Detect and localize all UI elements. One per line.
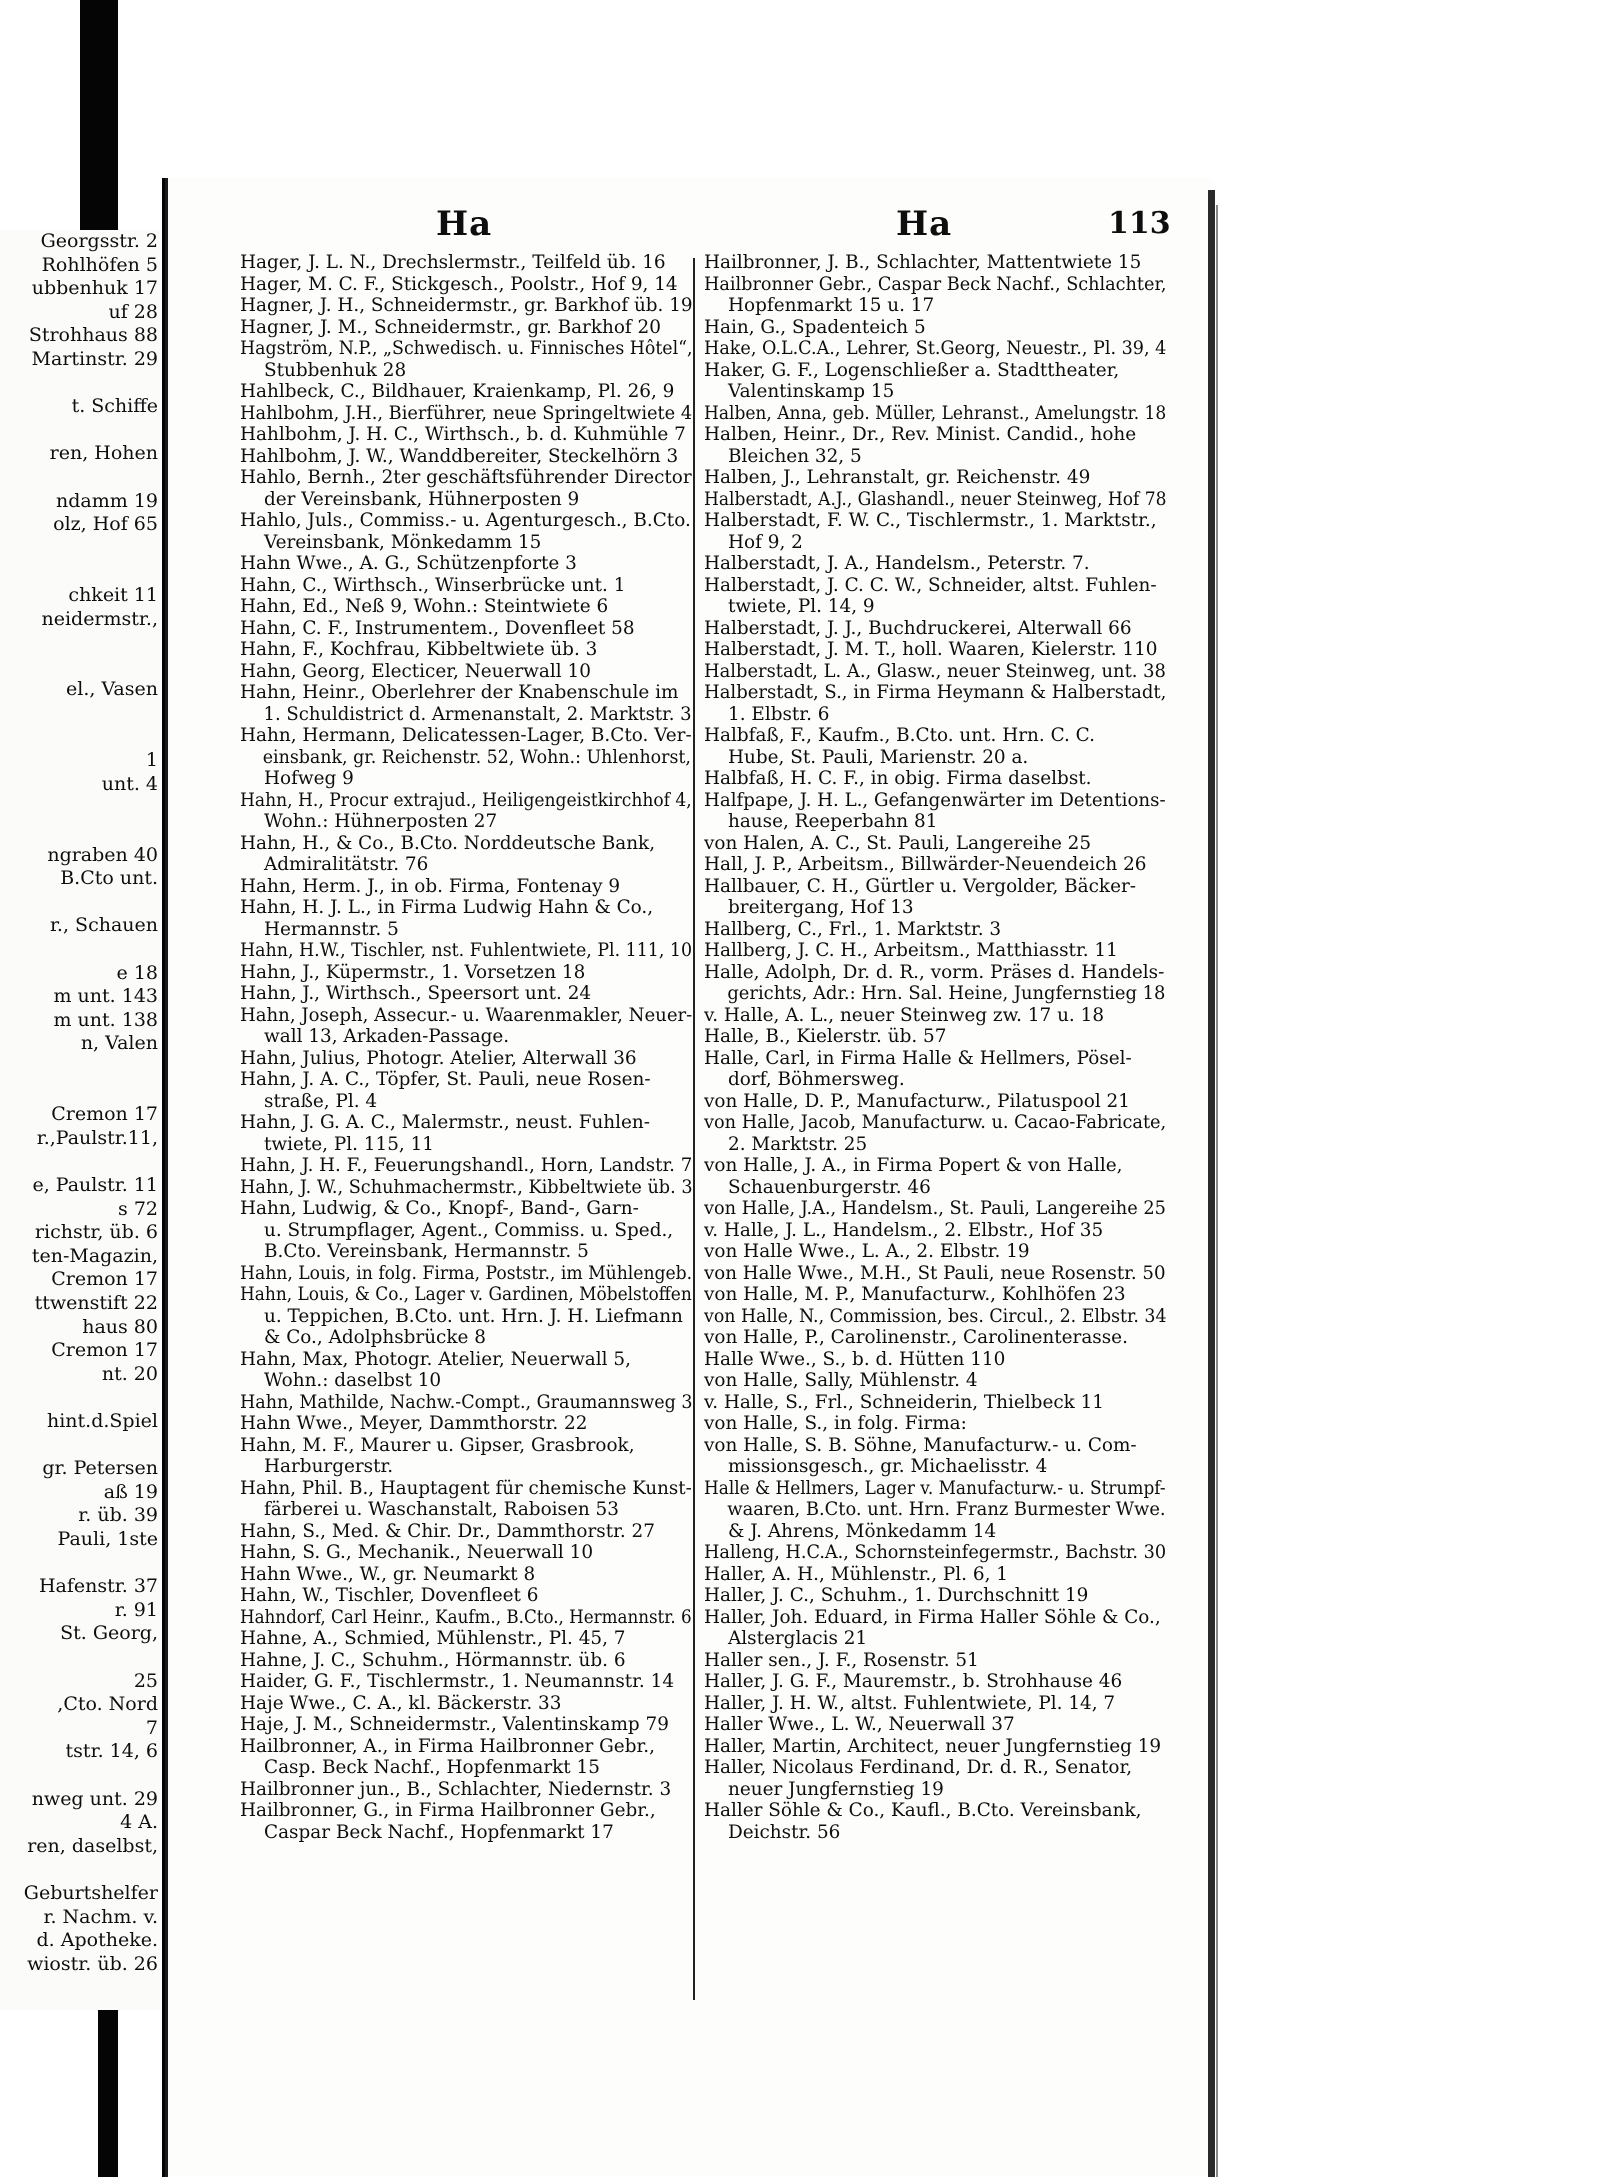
directory-entry: Halle, Adolph, Dr. d. R., vorm. Präses d. Handels- <box>704 961 1165 983</box>
directory-entry: Haller sen., J. F., Rosenstr. 51 <box>704 1649 979 1671</box>
directory-entry: Hahn, J. H. F., Feuerungshandl., Horn, Landstr. 7 <box>240 1155 693 1176</box>
directory-entry: v. Halle, S., Frl., Schneiderin, Thielbeck 11 <box>704 1391 1105 1413</box>
directory-entry: Hahne, J. C., Schuhm., Hörmannstr. üb. 6 <box>240 1649 626 1671</box>
directory-entry: Hain, G., Spadenteich 5 <box>704 316 926 338</box>
directory-entry: Halberstadt, F. W. C., Tischlermstr., 1. Marktstr., <box>704 510 1157 531</box>
adjacent-page-fragment: 7 <box>145 1716 158 1739</box>
directory-entry-continuation: Bleichen 32, 5 <box>728 445 862 467</box>
directory-entry-continuation: u. Teppichen, B.Cto. unt. Hrn. J. H. Liefmann <box>264 1305 683 1327</box>
column-divider <box>693 258 695 2000</box>
directory-entry: Hahn, Max, Photogr. Atelier, Neuerwall 5, <box>240 1348 631 1370</box>
adjacent-page-fragment: 4 A. <box>120 1811 158 1834</box>
directory-entry-continuation: Schauenburgerstr. 46 <box>728 1176 931 1198</box>
adjacent-page-fragment: Pauli, 1ste <box>57 1528 158 1550</box>
directory-entry-continuation: Hof 9, 2 <box>728 531 803 553</box>
adjacent-page-fragment: ,Cto. Nord <box>57 1693 158 1716</box>
directory-entry: Hahn Wwe., W., gr. Neumarkt 8 <box>240 1563 536 1585</box>
adjacent-page-fragment: Cremon 17 <box>51 1103 158 1126</box>
directory-entry: Hahn, Heinr., Oberlehrer der Knabenschule im <box>240 682 679 703</box>
directory-entry: Hahlbohm, J. H. C., Wirthsch., b. d. Kuhmühle 7 <box>240 424 686 445</box>
directory-entry: Hahlbohm, J. W., Wanddbereiter, Steckelhörn 3 <box>240 445 679 467</box>
directory-entry-continuation: twiete, Pl. 115, 11 <box>264 1133 435 1155</box>
directory-entry: Haller, Joh. Eduard, in Firma Haller Söhle & Co., <box>704 1606 1161 1628</box>
adjacent-page-fragment: tstr. 14, 6 <box>65 1740 158 1763</box>
directory-entry: von Halle, M. P., Manufacturw., Kohlhöfen 23 <box>704 1284 1126 1305</box>
directory-entry-continuation: einsbank, gr. Reichenstr. 52, Wohn.: Uhlenhorst, <box>262 746 691 768</box>
directory-entry: von Halle, S., in folg. Firma: <box>704 1413 967 1434</box>
adjacent-page-fragment: ren, Hohen <box>49 442 158 465</box>
adjacent-page-fragment: r., Schauen <box>49 914 158 937</box>
directory-entry: Halben, J., Lehranstalt, gr. Reichenstr. 49 <box>704 467 1091 488</box>
page-edge-shadow <box>1216 205 1218 2177</box>
right-column <box>704 252 1166 1843</box>
adjacent-page-fragment: gr. Petersen <box>42 1457 158 1480</box>
adjacent-page-fragment: Georgsstr. 2 <box>40 230 158 252</box>
directory-entry-continuation: Wohn.: Hühnerposten 27 <box>264 811 498 832</box>
directory-entry-continuation: twiete, Pl. 14, 9 <box>728 596 875 617</box>
adjacent-page-fragment: St. Georg, <box>60 1622 158 1645</box>
directory-entry: Hake, O.L.C.A., Lehrer, St.Georg, Neuestr., Pl. 39, 4 <box>704 338 1167 359</box>
directory-entry: Hahn, J. A. C., Töpfer, St. Pauli, neue Rosen- <box>240 1069 651 1090</box>
directory-entry: Halfpape, J. H. L., Gefangenwärter im Detentions- <box>704 789 1166 811</box>
adjacent-page-fragment: Martinstr. 29 <box>31 348 158 370</box>
directory-entry: Haller, J. H. W., altst. Fuhlentwiete, Pl. 14, 7 <box>704 1692 1116 1714</box>
directory-entry: Haller, Nicolaus Ferdinand, Dr. d. R., Senator, <box>704 1757 1133 1778</box>
directory-entry: Haker, G. F., Logenschließer a. Stadttheater, <box>704 359 1120 381</box>
directory-entry: Hahne, A., Schmied, Mühlenstr., Pl. 45, 7 <box>240 1628 626 1649</box>
adjacent-page-fragment: d. Apotheke. <box>36 1929 158 1952</box>
header-right: Ha <box>896 204 953 244</box>
adjacent-page-fragment: ubbenhuk 17 <box>31 277 158 300</box>
directory-entry: Hagner, J. H., Schneidermstr., gr. Barkhof üb. 19 <box>240 295 693 316</box>
directory-entry: Hallbauer, C. H., Gürtler u. Vergolder, Bäcker- <box>704 875 1136 897</box>
directory-entry-continuation: Harburgerstr. <box>264 1456 394 1477</box>
directory-entry: von Halen, A. C., St. Pauli, Langereihe 25 <box>704 832 1092 854</box>
adjacent-page-fragment: olz, Hof 65 <box>53 513 158 536</box>
adjacent-page-fragment: richstr, üb. 6 <box>34 1221 158 1244</box>
adjacent-page-fragment: e 18 <box>116 961 158 984</box>
directory-entry-continuation: B.Cto. Vereinsbank, Hermannstr. 5 <box>264 1241 589 1262</box>
directory-entry: von Halle, Jacob, Manufacturw. u. Cacao-Fabricate, <box>704 1112 1167 1133</box>
left-column <box>240 252 692 1843</box>
directory-entry-continuation: missionsgesch., gr. Michaelisstr. 4 <box>728 1456 1048 1477</box>
directory-entry: Hahn, Ed., Neß 9, Wohn.: Steintwiete 6 <box>240 596 609 617</box>
directory-entry: Hahn, Georg, Electicer, Neuerwall 10 <box>240 660 591 682</box>
directory-entry-continuation: Hube, St. Pauli, Marienstr. 20 a. <box>728 746 1029 768</box>
adjacent-page-strip <box>0 230 160 2010</box>
directory-entry: Hahn, Herm. J., in ob. Firma, Fontenay 9 <box>240 875 621 897</box>
directory-entry: Haje, J. M., Schneidermstr., Valentinskamp 79 <box>240 1714 669 1735</box>
directory-entry: von Halle, J.A., Handelsm., St. Pauli, Langereihe 25 <box>704 1198 1166 1219</box>
directory-entry-continuation: Casp. Beck Nachf., Hopfenmarkt 15 <box>264 1757 600 1778</box>
directory-entry-continuation: dorf, Böhmersweg. <box>728 1069 905 1090</box>
directory-entry: Halberstadt, J. C. C. W., Schneider, altst. Fuhlen- <box>704 574 1157 596</box>
adjacent-page-fragment: aß 19 <box>103 1480 158 1503</box>
directory-entry-continuation: 1. Elbstr. 6 <box>728 703 830 725</box>
directory-entry: Hahlo, Juls., Commiss.- u. Agenturgesch., B.Cto. <box>240 510 691 531</box>
directory-entry: Halle, Carl, in Firma Halle & Hellmers, Pösel- <box>704 1047 1132 1069</box>
adjacent-page-fragment: e, Paulstr. 11 <box>32 1174 158 1196</box>
adjacent-page-fragment: Hafenstr. 37 <box>38 1575 158 1598</box>
directory-entry: Hahn Wwe., Meyer, Dammthorstr. 22 <box>240 1413 588 1434</box>
directory-entry: Halberstadt, S., in Firma Heymann & Halberstadt, <box>704 682 1167 703</box>
directory-entry-continuation: färberei u. Waschanstalt, Raboisen 53 <box>264 1499 619 1520</box>
directory-entry: Hahn, H., Procur extrajud., Heiligengeistkirchhof 4, <box>240 789 692 811</box>
directory-entry: von Halle, D. P., Manufacturw., Pilatuspool 21 <box>704 1090 1130 1112</box>
directory-entry: v. Halle, J. L., Handelsm., 2. Elbstr., Hof 35 <box>704 1219 1104 1241</box>
directory-entry: Hahn, S., Med. & Chir. Dr., Dammthorstr. 27 <box>240 1520 655 1542</box>
directory-entry: Hahn, J., Küpermstr., 1. Vorsetzen 18 <box>240 961 586 983</box>
directory-entry: Hahn, S. G., Mechanik., Neuerwall 10 <box>240 1542 594 1563</box>
adjacent-page-fragment: unt. 4 <box>101 772 158 795</box>
directory-entry: Halle Wwe., S., b. d. Hütten 110 <box>704 1348 1006 1370</box>
directory-entry: Hahn, J. G. A. C., Malermstr., neust. Fuhlen- <box>240 1112 650 1133</box>
directory-entry: Haller Söhle & Co., Kaufl., B.Cto. Vereinsbank, <box>704 1800 1142 1821</box>
directory-entry: Hahn, Louis, in folg. Firma, Poststr., im Mühlengeb. <box>240 1262 693 1284</box>
directory-entry-continuation: & J. Ahrens, Mönkedamm 14 <box>728 1520 997 1542</box>
directory-entry: von Halle Wwe., M.H., St Pauli, neue Rosenstr. 50 <box>704 1262 1166 1284</box>
directory-entry: von Halle, Sally, Mühlenstr. 4 <box>704 1370 978 1391</box>
adjacent-page-fragment: 1 <box>145 749 158 772</box>
directory-entry: Halleng, H.C.A., Schornsteinfegermstr., Bachstr. 30 <box>704 1542 1167 1563</box>
directory-entry: Hahn Wwe., A. G., Schützenpforte 3 <box>240 553 577 574</box>
adjacent-page-fragment: el., Vasen <box>66 678 158 701</box>
directory-entry: Hahn, Louis, & Co., Lager v. Gardinen, Möbelstoffen <box>240 1284 692 1305</box>
adjacent-page-fragment: m unt. 143 <box>53 985 158 1008</box>
directory-entry: Hager, J. L. N., Drechslermstr., Teilfeld üb. 16 <box>240 252 666 273</box>
directory-entry-continuation: Wohn.: daselbst 10 <box>264 1370 442 1391</box>
directory-entry-continuation: breitergang, Hof 13 <box>728 897 914 918</box>
film-bar-left-lower <box>98 1990 118 2177</box>
directory-entry: Hahn, Hermann, Delicatessen-Lager, B.Cto. Ver- <box>240 725 692 746</box>
adjacent-page-fragment: nweg unt. 29 <box>31 1787 158 1810</box>
directory-entry: Hahn, H. J. L., in Firma Ludwig Hahn & Co., <box>240 897 654 918</box>
directory-entry: Hahn, Julius, Photogr. Atelier, Alterwall 36 <box>240 1047 637 1069</box>
directory-entry: Haller, A. H., Mühlenstr., Pl. 6, 1 <box>704 1563 1008 1585</box>
directory-entry: Hailbronner Gebr., Caspar Beck Nachf., Schlachter, <box>704 273 1167 295</box>
directory-entry: Hagner, J. M., Schneidermstr., gr. Barkhof 20 <box>240 316 661 338</box>
directory-entry: Haller, Martin, Architect, neuer Jungfernstieg 19 <box>704 1735 1162 1757</box>
directory-entry: Halbfaß, H. C. F., in obig. Firma daselbst. <box>704 768 1092 789</box>
directory-entry: Hahn, C., Wirthsch., Winserbrücke unt. 1 <box>240 574 626 596</box>
directory-entry: Hallberg, J. C. H., Arbeitsm., Matthiasstr. 11 <box>704 940 1118 961</box>
directory-entry: Halberstadt, A.J., Glashandl., neuer Steinweg, Hof 78 <box>704 488 1167 510</box>
directory-entry: Hahlo, Bernh., 2ter geschäftsführender Director <box>240 467 692 488</box>
adjacent-page-fragment: 25 <box>133 1669 158 1692</box>
directory-entry-continuation: waaren, B.Cto. unt. Hrn. Franz Burmester Wwe. <box>727 1499 1166 1520</box>
directory-entry: Hagström, N.P., „Schwedisch. u. Finnisches Hôtel“, <box>240 338 693 359</box>
directory-entry: Hahn, Joseph, Assecur.- u. Waarenmakler, Neuer- <box>240 1004 693 1026</box>
directory-entry-continuation: Hermannstr. 5 <box>264 918 399 940</box>
directory-entry: Hahndorf, Carl Heinr., Kaufm., B.Cto., Hermannstr. 6 <box>240 1606 692 1628</box>
adjacent-page-fragment: ttwenstift 22 <box>34 1292 158 1314</box>
directory-entry: Hahn, C. F., Instrumentem., Dovenfleet 58 <box>240 617 635 639</box>
directory-entry-continuation: Admiralitätstr. 76 <box>264 854 429 875</box>
adjacent-page-fragment: t. Schiffe <box>71 395 158 418</box>
directory-entry-continuation: 2. Marktstr. 25 <box>728 1133 868 1155</box>
directory-entry-continuation: der Vereinsbank, Hühnerposten 9 <box>264 488 580 510</box>
directory-entry: Halle, B., Kielerstr. üb. 57 <box>704 1026 947 1047</box>
directory-entry: Hall, J. P., Arbeitsm., Billwärder-Neuendeich 26 <box>704 854 1147 875</box>
adjacent-page-fragment: Cremon 17 <box>51 1339 158 1362</box>
directory-entry: Haje Wwe., C. A., kl. Bäckerstr. 33 <box>240 1692 562 1714</box>
directory-entry: Hahn, Mathilde, Nachw.-Compt., Graumannsweg 3 <box>240 1391 693 1413</box>
directory-entry: Halben, Anna, geb. Müller, Lehranst., Amelungstr. 18 <box>704 402 1167 424</box>
directory-entry: von Halle Wwe., L. A., 2. Elbstr. 19 <box>704 1241 1030 1262</box>
directory-entry: Halle & Hellmers, Lager v. Manufacturw.- u. Strumpf- <box>704 1477 1166 1499</box>
directory-entry: Hahlbohm, J.H., Bierführer, neue Springeltwiete 4 <box>240 402 693 424</box>
directory-entry: Halberstadt, J. J., Buchdruckerei, Alterwall 66 <box>704 617 1132 639</box>
directory-entry: Haller, J. C., Schuhm., 1. Durchschnitt 19 <box>704 1585 1089 1606</box>
directory-entry: Hahlbeck, C., Bildhauer, Kraienkamp, Pl. 26, 9 <box>240 381 675 402</box>
directory-entry-continuation: Hofweg 9 <box>264 768 354 789</box>
adjacent-page-fragment: ngraben 40 <box>47 843 158 866</box>
directory-entry: von Halle, S. B. Söhne, Manufacturw.- u. Com- <box>704 1434 1137 1456</box>
directory-entry-continuation: 1. Schuldistrict d. Armenanstalt, 2. Marktstr. 3 <box>263 703 692 725</box>
directory-entry-continuation: Caspar Beck Nachf., Hopfenmarkt 17 <box>264 1821 614 1843</box>
directory-entry: Hager, M. C. F., Stickgesch., Poolstr., Hof 9, 14 <box>240 273 678 295</box>
directory-entry: Halberstadt, L. A., Glasw., neuer Steinweg, unt. 38 <box>704 660 1166 682</box>
directory-entry-continuation: Deichstr. 56 <box>728 1821 841 1843</box>
directory-entry: von Halle, N., Commission, bes. Circul., 2. Elbstr. 34 <box>704 1305 1167 1327</box>
adjacent-page-fragment: ndamm 19 <box>56 489 158 512</box>
directory-entry-continuation: gerichts, Adr.: Hrn. Sal. Heine, Jungfernstieg 18 <box>727 983 1166 1004</box>
directory-entry: Hailbronner jun., B., Schlachter, Niedernstr. 3 <box>240 1778 672 1800</box>
directory-entry: Hailbronner, G., in Firma Hailbronner Gebr., <box>240 1800 656 1821</box>
adjacent-page-fragment: m unt. 138 <box>53 1008 158 1031</box>
adjacent-page-fragment: r.,Paulstr.11, <box>36 1126 158 1149</box>
directory-entry: Haller Wwe., L. W., Neuerwall 37 <box>704 1714 1015 1735</box>
adjacent-page-fragment: ren, daselbst, <box>27 1834 158 1857</box>
directory-entry: Hallberg, C., Frl., 1. Marktstr. 3 <box>704 918 1002 940</box>
adjacent-page-fragment: B.Cto unt. <box>60 867 158 890</box>
adjacent-page-fragment: hint.d.Spiel <box>46 1410 158 1432</box>
directory-entry: Hahn, H.W., Tischler, nst. Fuhlentwiete, Pl. 111, 10 <box>240 940 693 961</box>
header-left: Ha <box>436 204 493 244</box>
directory-entry: Haider, G. F., Tischlermstr., 1. Neumannstr. 14 <box>240 1671 675 1692</box>
directory-entry: Halberstadt, J. A., Handelsm., Peterstr. 7. <box>704 553 1090 574</box>
directory-entry-continuation: Hopfenmarkt 15 u. 17 <box>728 295 935 316</box>
directory-entry-continuation: wall 13, Arkaden-Passage. <box>264 1026 510 1047</box>
directory-entry: von Halle, P., Carolinenstr., Carolinenterasse. <box>704 1327 1128 1348</box>
directory-entry: Hahn, F., Kochfrau, Kibbeltwiete üb. 3 <box>240 639 598 660</box>
directory-entry: von Halle, J. A., in Firma Popert & von Halle, <box>704 1155 1123 1176</box>
directory-entry-continuation: Stubbenhuk 28 <box>264 359 407 381</box>
directory-entry: Halberstadt, J. M. T., holl. Waaren, Kielerstr. 110 <box>704 639 1158 660</box>
directory-entry: Hahn, Ludwig, & Co., Knopf-, Band-, Garn- <box>240 1198 639 1219</box>
directory-entry: Hahn, M. F., Maurer u. Gipser, Grasbrook, <box>240 1434 635 1456</box>
adjacent-page-fragment: n, Valen <box>80 1032 158 1055</box>
adjacent-page-fragment: Strohhaus 88 <box>28 324 158 347</box>
film-bar-left <box>80 0 118 232</box>
directory-entry: Hahn, H., & Co., B.Cto. Norddeutsche Bank, <box>240 832 656 854</box>
adjacent-page-fragment: Rohlhöfen 5 <box>41 253 158 276</box>
directory-entry-continuation: neuer Jungfernstieg 19 <box>728 1778 944 1800</box>
directory-entry-continuation: Vereinsbank, Mönkedamm 15 <box>264 531 542 553</box>
adjacent-page-fragment: Cremon 17 <box>51 1268 158 1291</box>
adjacent-page-fragment: wiostr. üb. 26 <box>27 1952 158 1975</box>
adjacent-page-fragment: r. 91 <box>114 1598 158 1621</box>
adjacent-page-fragment: chkeit 11 <box>68 584 158 606</box>
directory-entry: Halbfaß, F., Kaufm., B.Cto. unt. Hrn. C. C. <box>704 725 1095 746</box>
adjacent-page-fragment: uf 28 <box>108 300 158 323</box>
directory-entry: Hahn, J., Wirthsch., Speersort unt. 24 <box>240 983 592 1004</box>
directory-entry-continuation: hause, Reeperbahn 81 <box>728 811 938 832</box>
directory-entry-continuation: straße, Pl. 4 <box>264 1090 378 1112</box>
directory-entry: Hahn, J. W., Schuhmachermstr., Kibbeltwiete üb. 3 <box>240 1176 693 1198</box>
directory-entry: Haller, J. G. F., Mauremstr., b. Strohhause 46 <box>704 1671 1123 1692</box>
directory-entry: v. Halle, A. L., neuer Steinweg zw. 17 u. 18 <box>704 1004 1105 1026</box>
adjacent-page-fragment: r. Nachm. v. <box>43 1905 158 1928</box>
page-edge <box>1208 190 1215 2177</box>
adjacent-page-fragment: neidermstr., <box>41 607 158 630</box>
directory-entry: Hailbronner, A., in Firma Hailbronner Gebr., <box>240 1735 655 1757</box>
directory-entry: Hahn, Phil. B., Hauptagent für chemische Kunst- <box>240 1477 692 1499</box>
directory-entry: Halben, Heinr., Dr., Rev. Minist. Candid., hohe <box>704 424 1137 445</box>
adjacent-page-fragment: ten-Magazin, <box>31 1244 158 1267</box>
directory-entry: Hailbronner, J. B., Schlachter, Mattentwiete 15 <box>704 252 1142 273</box>
adjacent-page-fragment: Geburtshelfer <box>23 1882 158 1904</box>
directory-entry-continuation: u. Strumpflager, Agent., Commiss. u. Sped., <box>264 1219 674 1241</box>
directory-entry: Hahn, W., Tischler, Dovenfleet 6 <box>240 1585 539 1606</box>
adjacent-page-fragment: nt. 20 <box>101 1362 158 1385</box>
directory-entry-continuation: Alsterglacis 21 <box>728 1628 868 1649</box>
page-number: 113 <box>1108 206 1171 241</box>
adjacent-page-fragment: s 72 <box>118 1197 158 1220</box>
directory-entry-continuation: & Co., Adolphsbrücke 8 <box>264 1327 486 1348</box>
directory-entry-continuation: Valentinskamp 15 <box>728 381 895 402</box>
adjacent-page-fragment: r. üb. 39 <box>78 1504 158 1527</box>
adjacent-page-fragment: haus 80 <box>82 1315 158 1338</box>
